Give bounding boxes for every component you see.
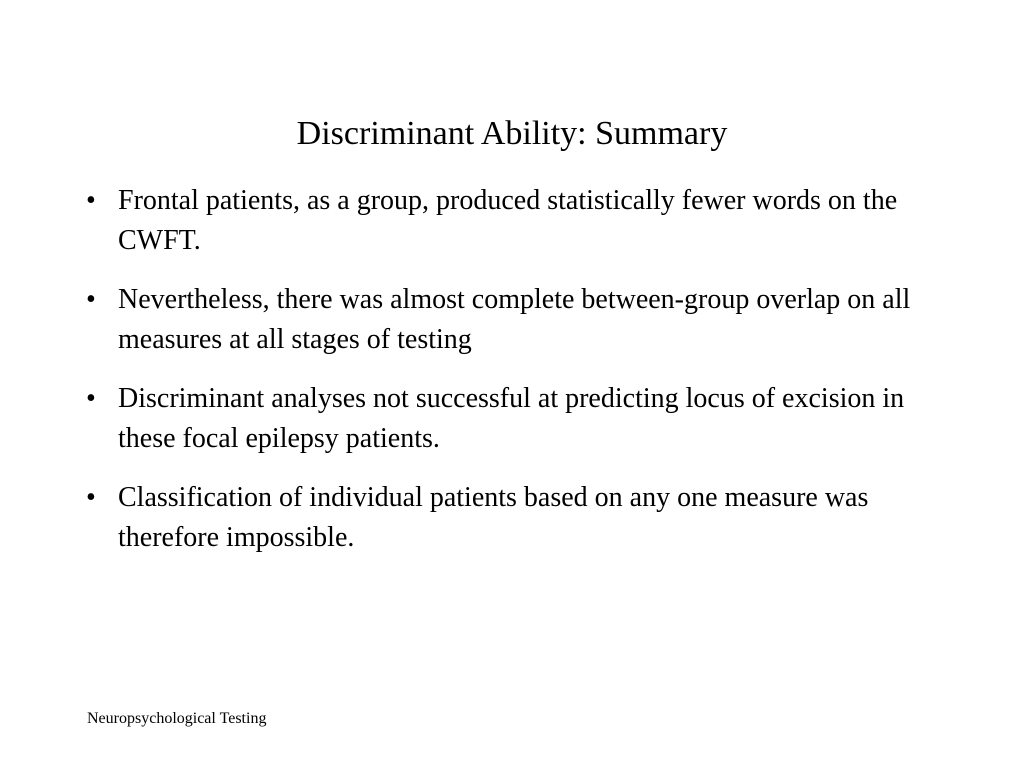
bullet-item — [84, 478, 944, 558]
bullet-text: Nevertheless, there was almost complete between-group overlap on all measures at all stages of testing — [118, 284, 911, 355]
slide-footer: Neuropsychological Testing — [87, 710, 267, 727]
bullet-item — [84, 280, 944, 360]
bullet-icon: • — [86, 284, 96, 315]
bullet-text: Discriminant analyses not successful at predicting locus of excision in these focal epilepsy patients. — [118, 383, 905, 454]
bullet-list — [84, 181, 944, 577]
bullet-icon: • — [86, 185, 96, 216]
slide-title: Discriminant Ability: Summary — [296, 115, 728, 152]
bullet-text: Classification of individual patients based on any one measure was therefore impossible. — [118, 482, 869, 553]
bullet-item — [84, 379, 944, 459]
bullet-icon: • — [86, 482, 96, 513]
bullet-item — [84, 181, 944, 261]
bullet-icon: • — [86, 383, 96, 414]
bullet-text: Frontal patients, as a group, produced statistically fewer words on the CWFT. — [118, 185, 898, 256]
